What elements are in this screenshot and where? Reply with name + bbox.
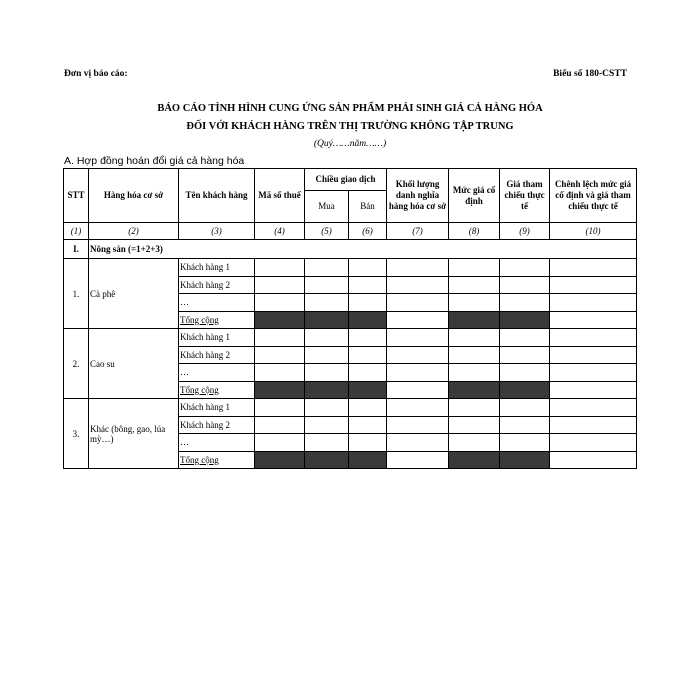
data-cell[interactable] (500, 259, 550, 277)
data-cell[interactable] (550, 451, 637, 469)
data-cell[interactable] (349, 416, 387, 434)
data-cell[interactable] (387, 346, 449, 364)
data-cell[interactable] (550, 311, 637, 329)
data-cell[interactable] (255, 399, 305, 417)
column-number-row (64, 223, 637, 240)
total-label: Tổng cộng (179, 311, 255, 329)
data-cell[interactable] (305, 399, 349, 417)
col-header-stt: STT (64, 169, 89, 223)
data-cell[interactable] (449, 259, 500, 277)
item-stt: 3. (64, 399, 89, 469)
data-cell[interactable] (255, 434, 305, 452)
data-cell[interactable] (449, 346, 500, 364)
customer-name: … (179, 434, 255, 452)
shaded-cell (255, 311, 305, 329)
column-number: (6) (349, 223, 387, 240)
data-cell[interactable] (387, 294, 449, 312)
data-cell[interactable] (500, 434, 550, 452)
customer-name: Khách hàng 1 (179, 399, 255, 417)
data-cell[interactable] (387, 311, 449, 329)
column-number: (9) (500, 223, 550, 240)
report-title-line1: BÁO CÁO TÌNH HÌNH CUNG ỨNG SẢN PHẨM PHÁI SINH GIÁ CẢ HÀNG HÓA (157, 103, 543, 114)
data-cell[interactable] (550, 294, 637, 312)
shaded-cell (349, 451, 387, 469)
shaded-cell (255, 381, 305, 399)
data-cell[interactable] (500, 416, 550, 434)
data-cell[interactable] (255, 276, 305, 294)
data-cell[interactable] (550, 276, 637, 294)
customer-name: Khách hàng 1 (179, 329, 255, 347)
column-number: (7) (387, 223, 449, 240)
item-stt: 2. (64, 329, 89, 399)
data-cell[interactable] (305, 364, 349, 382)
data-cell[interactable] (387, 329, 449, 347)
data-cell[interactable] (305, 259, 349, 277)
section-title: A. Hợp đồng hoán đổi giá cả hàng hóa (64, 155, 245, 167)
data-cell[interactable] (500, 329, 550, 347)
data-cell[interactable] (550, 329, 637, 347)
column-number: (10) (550, 223, 637, 240)
data-cell[interactable] (449, 434, 500, 452)
data-cell[interactable] (550, 399, 637, 417)
data-cell[interactable] (449, 276, 500, 294)
data-cell[interactable] (449, 399, 500, 417)
col-header-notional-volume: Khối lượng danh nghĩa hàng hóa cơ sở (387, 169, 449, 223)
data-cell[interactable] (349, 434, 387, 452)
reporting-unit-label: Đơn vị báo cáo: (64, 69, 128, 79)
data-cell[interactable] (500, 294, 550, 312)
data-cell[interactable] (550, 259, 637, 277)
group-label: Nông sản (=1+2+3) (89, 240, 637, 259)
shaded-cell (305, 311, 349, 329)
data-cell[interactable] (349, 346, 387, 364)
shaded-cell (349, 381, 387, 399)
data-cell[interactable] (387, 434, 449, 452)
col-header-commodity: Hàng hóa cơ sở (89, 169, 179, 223)
data-cell[interactable] (500, 276, 550, 294)
data-cell[interactable] (550, 416, 637, 434)
group-stt: I. (64, 240, 89, 259)
data-cell[interactable] (387, 399, 449, 417)
col-header-customer: Tên khách hàng (179, 169, 255, 223)
data-cell[interactable] (387, 416, 449, 434)
item-commodity-name: Khác (bông, gao, lúa mỳ…) (89, 399, 179, 469)
shaded-cell (305, 451, 349, 469)
data-cell[interactable] (349, 364, 387, 382)
data-cell[interactable] (387, 381, 449, 399)
data-cell[interactable] (349, 294, 387, 312)
shaded-cell (449, 381, 500, 399)
total-label: Tổng cộng (179, 451, 255, 469)
data-cell[interactable] (349, 399, 387, 417)
col-header-reference-price: Giá tham chiếu thực tế (500, 169, 550, 223)
total-label: Tổng cộng (179, 381, 255, 399)
data-cell[interactable] (500, 346, 550, 364)
customer-name: Khách hàng 2 (179, 346, 255, 364)
data-cell[interactable] (500, 364, 550, 382)
table-row (64, 329, 637, 347)
data-cell[interactable] (255, 259, 305, 277)
data-cell[interactable] (305, 276, 349, 294)
table-row (64, 259, 637, 277)
shaded-cell (449, 311, 500, 329)
data-cell[interactable] (305, 416, 349, 434)
col-header-sell: Bán (349, 191, 387, 223)
col-header-fixed-price: Mức giá cố định (449, 169, 500, 223)
data-cell[interactable] (550, 364, 637, 382)
data-cell[interactable] (387, 451, 449, 469)
col-header-tax-code: Mã số thuế (255, 169, 305, 223)
column-number: (3) (179, 223, 255, 240)
item-commodity-name: Cao su (89, 329, 179, 399)
data-cell[interactable] (349, 329, 387, 347)
data-cell[interactable] (305, 346, 349, 364)
column-number: (4) (255, 223, 305, 240)
data-cell[interactable] (255, 416, 305, 434)
column-number: (5) (305, 223, 349, 240)
data-cell[interactable] (387, 364, 449, 382)
data-cell[interactable] (349, 259, 387, 277)
col-header-difference: Chênh lệch mức giá cố định và giá tham chiếu thực tế (550, 169, 637, 223)
shaded-cell (305, 381, 349, 399)
data-cell[interactable] (500, 399, 550, 417)
data-cell[interactable] (449, 416, 500, 434)
customer-name: Khách hàng 2 (179, 276, 255, 294)
report-title-line2: ĐỐI VỚI KHÁCH HÀNG TRÊN THỊ TRƯỜNG KHÔNG TẬP TRUNG (186, 121, 514, 132)
customer-name: Khách hàng 1 (179, 259, 255, 277)
shaded-cell (449, 451, 500, 469)
column-number: (2) (89, 223, 179, 240)
data-cell[interactable] (305, 329, 349, 347)
data-cell[interactable] (349, 276, 387, 294)
report-table (63, 168, 637, 469)
item-stt: 1. (64, 259, 89, 329)
group-row (64, 240, 637, 259)
data-cell[interactable] (449, 294, 500, 312)
customer-name: … (179, 294, 255, 312)
column-number: (1) (64, 223, 89, 240)
report-period: (Quý……năm……) (313, 139, 387, 149)
data-cell[interactable] (550, 434, 637, 452)
col-header-buy: Mua (305, 191, 349, 223)
data-cell[interactable] (255, 364, 305, 382)
data-cell[interactable] (449, 364, 500, 382)
customer-name: Khách hàng 2 (179, 416, 255, 434)
customer-name: … (179, 364, 255, 382)
column-number: (8) (449, 223, 500, 240)
data-cell[interactable] (255, 329, 305, 347)
data-cell[interactable] (387, 259, 449, 277)
data-cell[interactable] (305, 294, 349, 312)
data-cell[interactable] (255, 294, 305, 312)
shaded-cell (500, 381, 550, 399)
data-cell[interactable] (550, 381, 637, 399)
data-cell[interactable] (550, 346, 637, 364)
col-header-direction: Chiều giao dịch (305, 169, 387, 191)
data-cell[interactable] (305, 434, 349, 452)
table-row (64, 399, 637, 417)
item-commodity-name: Cà phê (89, 259, 179, 329)
form-number: Biểu số 180-CSTT (553, 69, 627, 79)
shaded-cell (255, 451, 305, 469)
shaded-cell (500, 451, 550, 469)
data-cell[interactable] (449, 329, 500, 347)
shaded-cell (349, 311, 387, 329)
data-cell[interactable] (387, 276, 449, 294)
shaded-cell (500, 311, 550, 329)
data-cell[interactable] (255, 346, 305, 364)
